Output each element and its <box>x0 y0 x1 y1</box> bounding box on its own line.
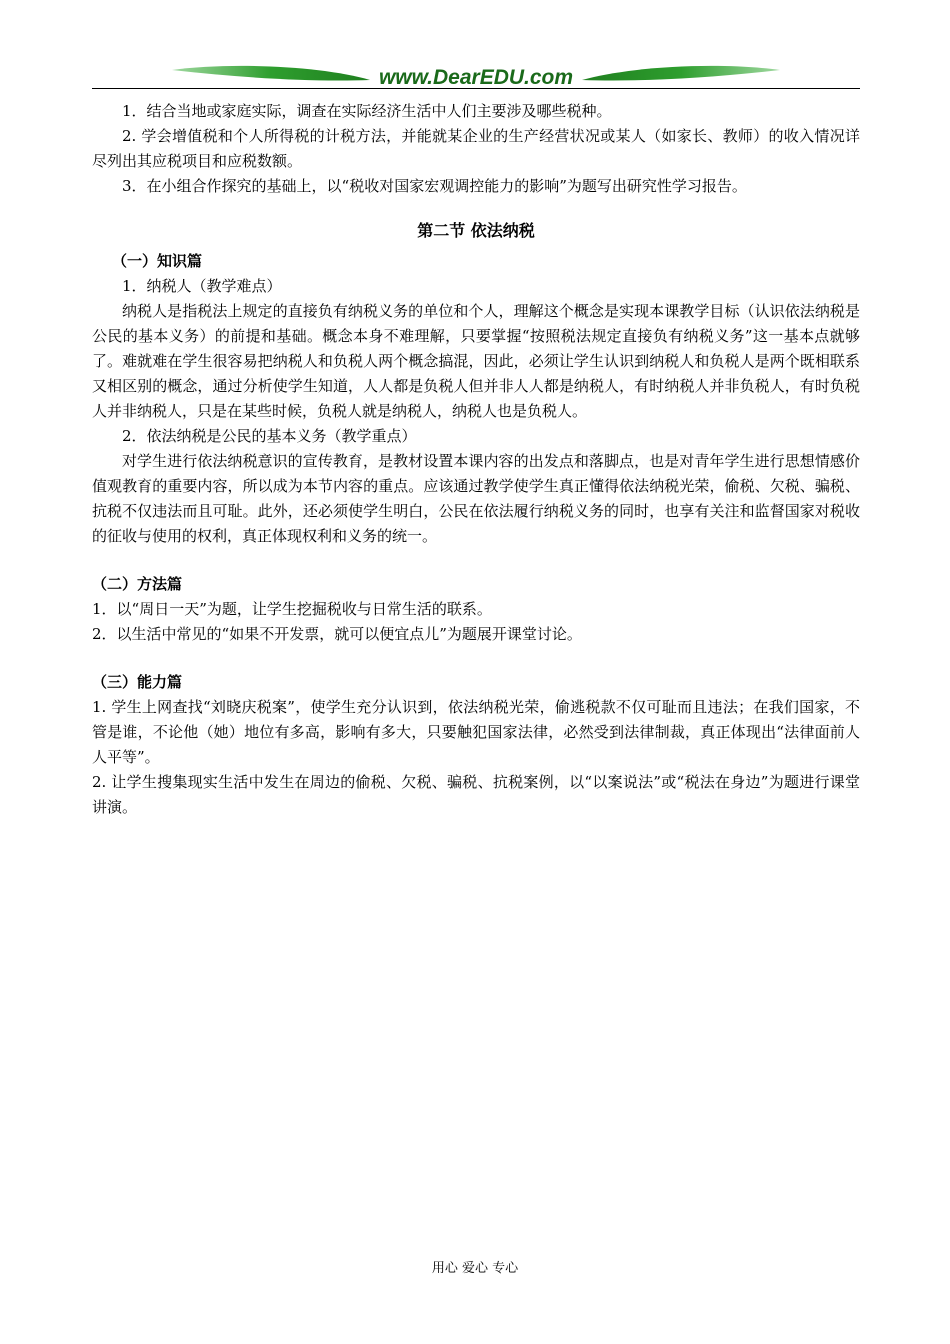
ability-item-2: 2. 让学生搜集现实生活中发生在周边的偷税、欠税、骗税、抗税案例，以“以案说法”或“税法在身边”为题进行课堂讲演。 <box>92 773 860 816</box>
method-item-2: 2．以生活中常见的“如果不开发票，就可以便宜点儿”为题展开课堂讨论。 <box>92 625 582 643</box>
document-body <box>92 99 860 820</box>
intro-item-3: 3．在小组合作探究的基础上，以“税收对国家宏观调控能力的影响”为题写出研究性学习报告。 <box>122 177 747 195</box>
method-heading: （二）方法篇 <box>92 575 183 593</box>
knowledge-heading: （一）知识篇 <box>112 252 203 270</box>
page-footer: 用心 爱心 专心 <box>431 1261 519 1276</box>
site-url-text: www.DearEDU.com <box>378 66 574 89</box>
left-leaf-icon <box>172 66 370 81</box>
knowledge-item-1-title: 1．纳税人（教学难点） <box>122 277 282 295</box>
knowledge-item-2-text: 对学生进行依法纳税意识的宣传教育，是教材设置本课内容的出发点和落脚点，也是对青年学生进行思想情感价值观教育的重要内容，所以成为本节内容的重点。应该通过教学使学生真正懂得依法纳税光荣，偷税、欠税、骗税、抗税不仅违法而且可耻。此外，还必须使学生明白，公民在依法履行纳税义务的同时，也享有关注和监督国家对税收的征收与使用的权利，真正体现权利和义务的统一。 <box>92 452 860 545</box>
section-title: 第二节 依法纳税 <box>417 221 535 240</box>
knowledge-item-1-text: 纳税人是指税法上规定的直接负有纳税义务的单位和个人，理解这个概念是实现本课教学目标（认识依法纳税是公民的基本义务）的前提和基础。概念本身不难理解，只要掌握“按照税法规定直接负有纳税义务”这一基本点就够了。难就难在学生很容易把纳税人和负税人两个概念搞混，因此，必须让学生认识到纳税人和负税人是两个既相联系又相区别的概念，通过分析使学生知道，人人都是负税人但并非人人都是纳税人，有时纳税人并非负税人，有时负税人并非纳税人，只是在某些时候，负税人就是纳税人，纳税人也是负税人。 <box>92 302 860 420</box>
method-item-1: 1．以“周日一天”为题，让学生挖掘税收与日常生活的联系。 <box>92 600 492 618</box>
ability-heading: （三）能力篇 <box>92 673 183 691</box>
site-header-banner <box>92 58 860 92</box>
leaf-swoosh-logo <box>92 58 860 92</box>
intro-item-2: 2. 学会增值税和个人所得税的计税方法，并能就某企业的生产经营状况或某人（如家长、教师）的收入情况详尽列出其应税项目和应税数额。 <box>92 127 860 170</box>
knowledge-item-2-title: 2．依法纳税是公民的基本义务（教学重点） <box>122 427 417 445</box>
ability-item-1: 1. 学生上网查找“刘晓庆税案”，使学生充分认识到，依法纳税光荣，偷逃税款不仅可耻而且违法；在我们国家，不管是谁，不论他（她）地位有多高，影响有多大，只要触犯国家法律，必然受到法律制裁，真正体现出“法律面前人人平等”。 <box>92 698 860 766</box>
intro-item-1: 1．结合当地或家庭实际，调查在实际经济生活中人们主要涉及哪些税种。 <box>122 102 612 120</box>
right-leaf-icon <box>582 66 780 81</box>
header-divider <box>92 88 860 89</box>
